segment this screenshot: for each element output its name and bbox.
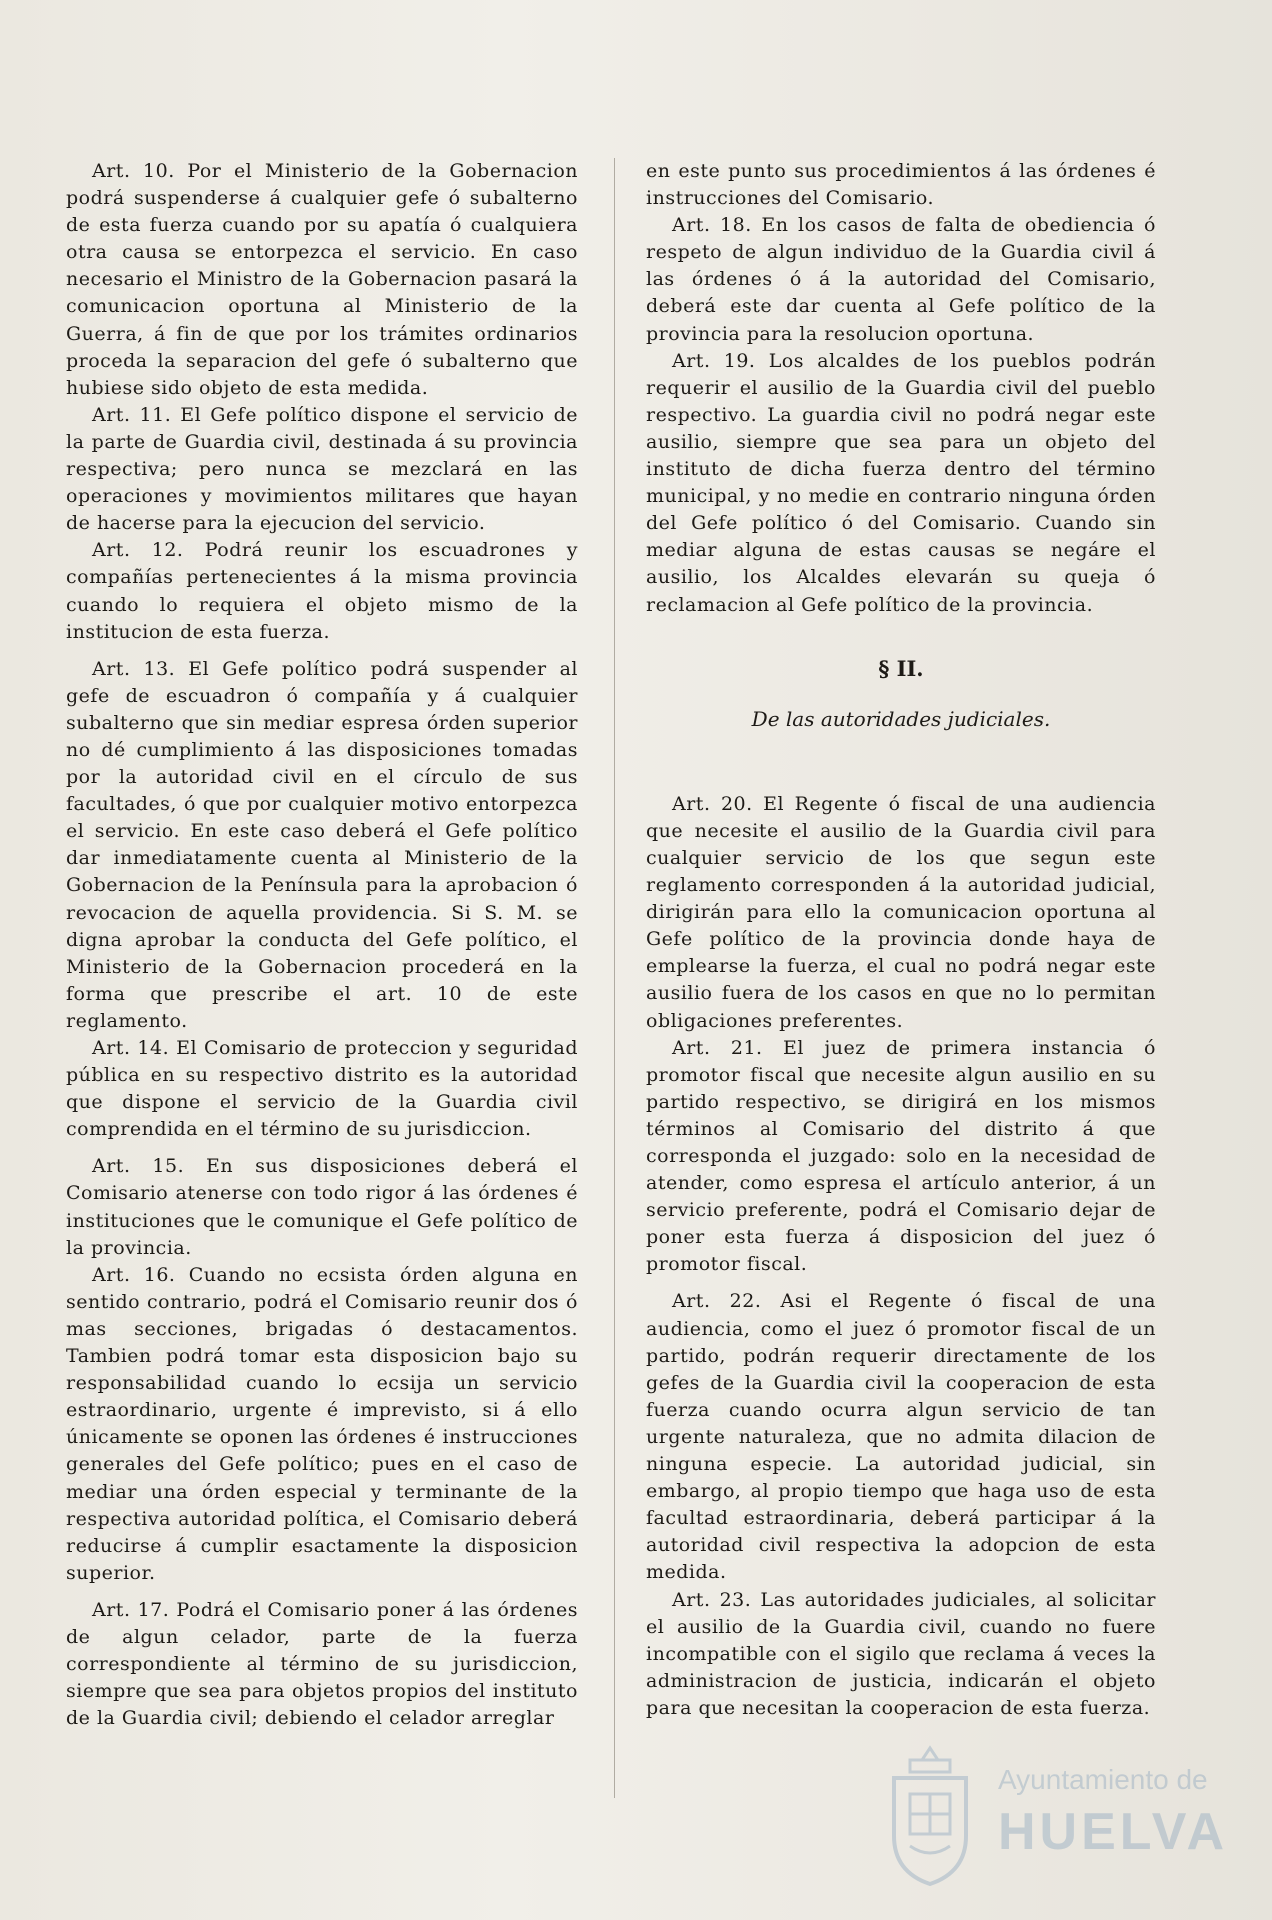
article-21: Art. 21. El juez de primera instancia ó promotor fiscal que necesite algun ausilio en su partido respectivo, se dirigirá en los mismos términos al Comisario del distrito á que corresponda el juzgado: solo en la necesidad de atender, como espresa el artículo anterior, á un servicio preferente, podrá el Comisario dejar de poner esta fuerza á disposicion del juez ó promotor fiscal. bbox=[646, 1036, 1156, 1276]
article-15: Art. 15. En sus disposiciones deberá el Comisario atenerse con todo rigor á las órdenes é instituciones que le comunique el Gefe político de la provincia. bbox=[66, 1155, 578, 1259]
article-14: Art. 14. El Comisario de proteccion y seguridad pública en su respectivo distrito es la autoridad que dispone el servicio de la Guardia civil comprendida en el término de su jurisdiccion. bbox=[66, 1037, 578, 1141]
article-11: Art. 11. El Gefe político dispone el servicio de la parte de Guardia civil, destinada á su provincia respectiva; pero nunca se mezclará en las operaciones y movimientos militares que hayan de hacerse para la ejecucion del servicio. bbox=[66, 403, 578, 535]
article-17: Art. 17. Podrá el Comisario poner á las órdenes de algun celador, parte de la fuerza correspondiente al término de su jurisdiccion, siempre que sea para objetos propios del instituto de la Guardia civil; debiendo el celador arreglar bbox=[66, 1598, 578, 1730]
article-10: Art. 10. Por el Ministerio de la Gobernacion podrá suspenderse á cualquier gefe ó subalterno de esta fuerza cuando por su apatía ó cualquiera otra causa se entorpezca el servicio. En caso necesario el Ministro de la Gobernacion pasará la comunicacion oportuna al Ministerio de la Guerra, á fin de que por los trámites ordinarios proceda la separacion del gefe ó subalterno que hubiese sido objeto de esta medida. bbox=[66, 160, 578, 399]
article-17-continued: en este punto sus procedimientos á las órdenes é instrucciones del Comisario. bbox=[646, 160, 1156, 210]
section-number: § II. bbox=[878, 655, 924, 681]
article-16: Art. 16. Cuando no ecsista órden alguna en sentido contrario, podrá el Comisario reunir dos ó mas secciones, brigadas ó destacamentos. Tambien podrá tomar esta disposicion bajo su responsabilidad cuando lo ecsija un servicio estraordinario, urgente é imprevisto, si á ello únicamente se oponen las órdenes é instrucciones generales del Gefe político; pues en el caso de mediar una órden especial y terminante de la respectiva autoridad política, el Comisario deberá reducirse á cumplir esactamente la disposicion superior. bbox=[66, 1263, 578, 1584]
left-column bbox=[66, 158, 578, 1732]
right-column bbox=[646, 158, 1156, 1722]
article-22: Art. 22. Asi el Regente ó fiscal de una audiencia, como el juez ó promotor fiscal de un partido, podrán requerir directamente de los gefes de la Guardia civil la cooperacion de esta fuerza cuando ocurra algun servicio de tan urgente naturaleza, que no admita dilacion de ninguna especie. La autoridad judicial, sin embargo, al propio tiempo que haga uso de esta facultad estraordinaria, deberá participar á la autoridad civil respectiva la adopcion de esta medida. bbox=[646, 1290, 1156, 1584]
coat-of-arms-icon bbox=[880, 1740, 980, 1890]
section-title: De las autoridades judiciales. bbox=[751, 706, 1051, 731]
watermark bbox=[880, 1740, 1229, 1890]
column-divider bbox=[614, 158, 615, 1798]
watermark-line-1: Ayuntamiento de bbox=[998, 1764, 1208, 1795]
article-23: Art. 23. Las autoridades judiciales, al solicitar el ausilio de la Guardia civil, cuando no fuere incompatible con el sigilo que reclama á veces la administracion de justicia, indicarán el objeto para que necesitan la cooperacion de esta fuerza. bbox=[646, 1588, 1156, 1719]
article-20: Art. 20. El Regente ó fiscal de una audiencia que necesite el ausilio de la Guardia civil para cualquier servicio de los que segun este reglamento corresponden á la autoridad judicial, dirigirán para ello la comunicacion oportuna al Gefe político de la provincia donde haya de emplearse la fuerza, el cual no podrá negar este ausilio fuera de los casos en que no lo permitan obligaciones preferentes. bbox=[646, 792, 1156, 1032]
watermark-line-2: HUELVA bbox=[998, 1803, 1229, 1861]
article-13: Art. 13. El Gefe político podrá suspender al gefe de escuadron ó compañía y á cualquier subalterno que sin mediar espresa órden superior no dé cumplimiento á las disposiciones tomadas por la autoridad civil en el círculo de sus facultades, ó que por cualquier motivo entorpezca el servicio. En este caso deberá el Gefe político dar inmediatamente cuenta al Ministerio de la Gobernacion de la Península para la aprobacion ó revocacion de aquella providencia. Si S. M. se digna aprobar la conducta del Gefe político, el Ministerio de la Gobernacion procederá en la forma que prescribe el art. 10 de este reglamento. bbox=[66, 657, 578, 1032]
article-19: Art. 19. Los alcaldes de los pueblos podrán requerir el ausilio de la Guardia civil del pueblo respectivo. La guardia civil no podrá negar este ausilio, siempre que sea para un objeto del instituto de dicha fuerza dentro del término municipal, y no medie en contrario ninguna órden del Gefe político ó del Comisario. Cuando sin mediar alguna de estas causas se negáre el ausilio, los Alcaldes elevarán su queja ó reclamacion al Gefe político de la provincia. bbox=[646, 349, 1156, 616]
article-12: Art. 12. Podrá reunir los escuadrones y compañías pertenecientes á la misma provincia cuando lo requiera el objeto mismo de la institucion de esta fuerza. bbox=[66, 539, 578, 643]
article-18: Art. 18. En los casos de falta de obediencia ó respeto de algun individuo de la Guardia civil á las órdenes ó á la autoridad del Comisario, deberá este dar cuenta al Gefe político de la provincia para la resolucion oportuna. bbox=[646, 214, 1156, 345]
